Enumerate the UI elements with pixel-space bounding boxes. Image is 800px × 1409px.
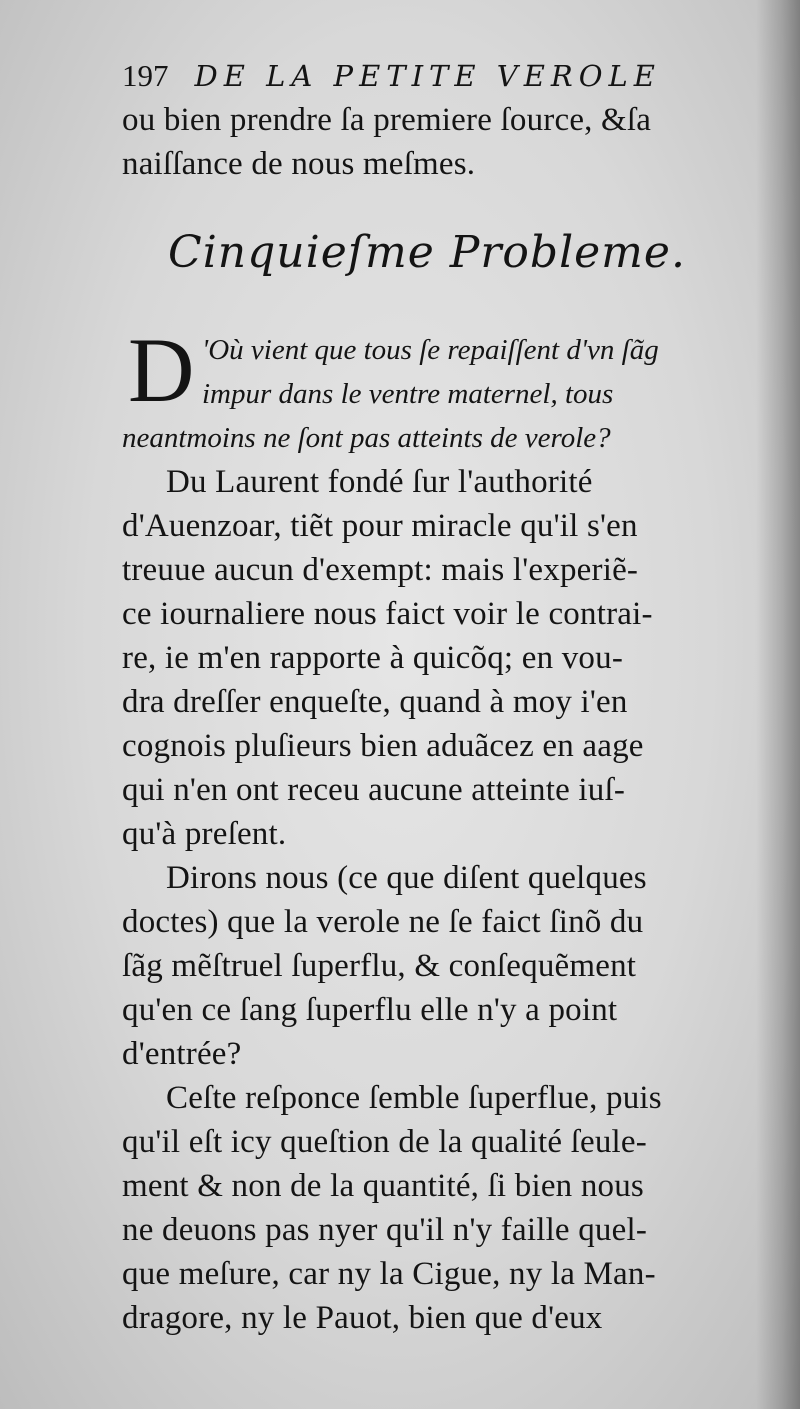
text-line: re, ie m'en rapporte à quicõq; en vou- [122,640,624,676]
page-gutter-shadow [756,0,800,1409]
question-line: neantmoins ne ſont pas atteints de verole? [122,422,611,454]
text-line: qu'à preſent. [122,816,287,852]
running-title: DE LA PETITE VEROLE [194,59,661,93]
text-line: d'entrée? [122,1036,242,1072]
text-line: dra dreſſer enqueſte, quand à moy i'en [122,684,628,720]
question-block [122,319,762,450]
paragraph-1 [122,460,762,856]
text-line: cognois pluſieurs bien aduãcez en aage [122,728,644,764]
paragraph-2 [122,856,762,1076]
text-line: qu'il eſt icy queſtion de la qualité ſeule- [122,1124,647,1160]
text-line: ſãg mẽſtruel ſuperflu, & conſequẽment [122,948,637,984]
text-block [122,54,762,1340]
page-number: 197 [122,58,169,93]
text-line: ne deuons pas nyer qu'il n'y faille quel- [122,1212,648,1248]
text-line: naiſſance de nous meſmes. [122,146,476,182]
text-line: ou bien prendre ſa premiere ſource, &ſa [122,102,652,138]
paragraph-3 [122,1076,762,1340]
text-line: ce iournaliere nous faict voir le contrai- [122,596,653,632]
running-head [122,54,762,98]
text-line: qui n'en ont receu aucune atteinte iuſ- [122,772,626,808]
text-line: dragore, ny le Pauot, bien que d'eux [122,1300,603,1336]
question-line: 'Où vient que tous ſe repaiſſent d'vn ſãg [202,334,659,366]
text-line: Du Laurent fondé ſur l'authorité [166,464,593,500]
text-line: qu'en ce ſang ſuperflu elle n'y a point [122,992,618,1028]
text-line: treuue aucun d'exempt: mais l'experiẽ- [122,552,639,588]
drop-cap: D [128,319,195,421]
text-line: Ceſte reſponce ſemble ſuperflue, puis [166,1080,662,1116]
text-line: doctes) que la verole ne ſe faict ſinõ du [122,904,644,940]
section-title: Cinquieſme Probleme. [168,227,686,278]
text-line: ment & non de la quantité, ſi bien nous [122,1168,644,1204]
text-line: Dirons nous (ce que diſent quelques [166,860,647,896]
text-line: que meſure, car ny la Cigue, ny la Man- [122,1256,656,1292]
text-line: d'Auenzoar, tiẽt pour miracle qu'il s'en [122,508,638,544]
question-line: impur dans le ventre maternel, tous [202,378,614,410]
